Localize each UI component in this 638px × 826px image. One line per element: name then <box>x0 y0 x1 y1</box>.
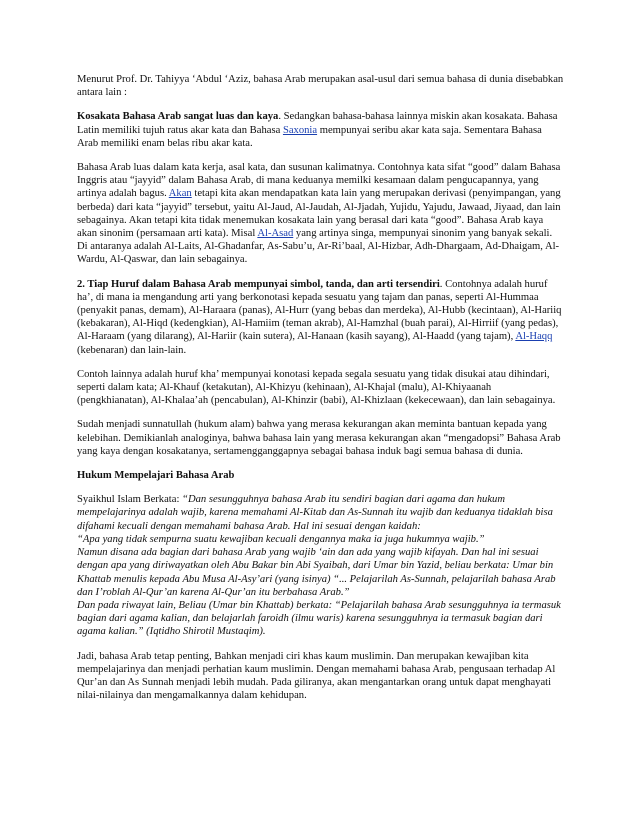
akan-link[interactable]: Akan <box>168 188 192 200</box>
sunnatullah-paragraph: Sudah menjadi sunnatullah (hukum alam) bahwa yang merasa kekurangan akan meminta bantuan kepada yang kelebihan. Demikianlah analoginya, bahwa bahasa lain yang merasa kekurangan akan “mengadopsi” Bahasa Arab yang kaya dengan kosakatanya, sertamengganggapnya sebagai bahasa induk bagi semua bahasa di dunia. <box>77 419 561 457</box>
al-asad-link[interactable]: Al-Asad <box>257 228 294 240</box>
point-1-text-a: . Sedangkan bahasa-bahasa lainnya miskin akan kosakata. Bahasa Latin memiliki tujuh ratus akar kata dan Bahasa <box>77 111 558 136</box>
quote-intro: Syaikhul Islam Berkata: <box>77 494 183 506</box>
section-heading: Hukum Mempelajari Bahasa Arab <box>77 470 235 482</box>
point-2-text-a: . Contohnya adalah huruf ha’, di mana ia mengandung arti yang berkonotasi kepada sesuatu yang tajam dan panas, seperti Al-Hummaa (penyakit panas, demam), Al-Haraara (panas), Al-Hurr (yang bebas dan merdeka), Al-Hubb (kecintaan), Al-Hariiq (kebakaran), Al-Hiqd (kedengkian), Al-Hamiim (teman akrab), Al-Hamzhal (buah parai), Al-Hirriif (yang pedas), Al-Haraam (yang dilarang), Al-Hariir (kain sutera), Al-Hanaan (kasih sayang), Al-Haadd (yang tajam), <box>77 278 562 343</box>
conclusion-paragraph: Jadi, bahasa Arab tetap penting, Bahkan menjadi ciri khas kaum muslimin. Dan merupakan kewajiban kita mempelajarinya dan menjadi perhatian kaum muslimin. Dengan memahami bahasa Arab, pengusaan terhadap Al Qur’an dan As Sunnah menjadi lebih mudah. Pada giliranya, akan mengantarkan orang untuk dapat menghayati nilai-nilainya dan mengamalkannya dalam kehidupan. <box>77 650 556 702</box>
point-1-paragraph <box>77 110 565 150</box>
vocabulary-text-a: Bahasa Arab luas dalam kata kerja, asal kata, dan susunan kalimatnya. Contohnya kata sifat “good” dalam Bahasa Inggris atau “jayyid” dalam Bahasa Arab, di mana keduanya memilki kesamaan dalam pengucapannya, yang artinya adalah bagus. <box>77 162 561 200</box>
point-1-text-b: mempunyai seribu akar kata saja. Sementara Bahasa Arab memiliki enam belas ribu akar kata. <box>77 124 542 149</box>
vocabulary-text-c: yang artinya singa, mempunyai sinonim yang banyak sekali. Di antaranya adalah Al-Laits, Al-Ghadanfar, As-Sabu’u, Ar-Ri’baal, Al-Hizbar, Adh-Dhargaam, Ad-Dhaigam, Al-Wardu, Al-Qaswar, dan lain sebagainya. <box>77 228 560 266</box>
vocabulary-paragraph <box>77 161 565 267</box>
quote-paragraph <box>77 493 565 638</box>
vocabulary-text-b: tetapi kita akan mendapatkan kata lain yang merupakan derivasi (penyimpangan, yang berbeda) dari kata “jayyid” tersebut, yaitu Al-Jaud, Al-Jaudah, Al-Jjadah, Yujidu, Yajudu, Jawaad, Jiyaad, dan lain sebagainya. Akan tetapi kita tidak menemukan kosakata lain yang berasal dari kata “good”. Bahasa Arab kaya akan sinonim (persamaan arti kata). Misal <box>77 188 561 240</box>
quote-text-1: “Dan sesungguhnya bahasa Arab itu sendiri bagian dari agama dan hukum mempelajarinya adalah wajib, karena memahami Al-Kitab dan As-Sunnah itu wajib dan keduanya tidaklah bisa difahami kecuali dengan memahami bahasa Arab. Hal ini sesuai dengan kaidah: <box>77 494 553 532</box>
point-2-paragraph <box>77 278 565 357</box>
quote-text-2: “Apa yang tidak sempurna suatu kewajiban kecuali dengannya maka ia juga hukumnya wajib.” <box>77 533 485 545</box>
point-1-heading: Kosakata Bahasa Arab sangat luas dan kaya <box>77 111 279 123</box>
al-haqq-link[interactable]: Al-Haqq <box>515 331 553 343</box>
quote-text-3: Namun disana ada bagian dari bahasa Arab yang wajib ‘ain dan ada yang wajib kifayah. Dan hal ini sesuai dengan apa yang diriwayatkan oleh Abu Bakar bin Abi Syaibah, dari Umar bin Yazid, beliau berkata: Umar bin Khattab menulis kepada Abu Musa Al-Asy’ari (yang isinya) “... Pelajarilah As-Sunnah, pelajarilah bahasa Arab dan I’roblah Al-Qur’an karena Al-Qur’an itu berbahasa Arab.” <box>77 547 556 598</box>
intro-paragraph: Menurut Prof. Dr. Tahiyya ‘Abdul ‘Aziz, bahasa Arab merupakan asal-usul dari semua bahasa di dunia disebabkan antara lain : <box>77 74 564 99</box>
saxonia-link[interactable]: Saxonia <box>282 124 318 136</box>
kha-example-paragraph: Contoh lainnya adalah huruf kha’ mempunyai konotasi kepada segala sesuatu yang tidak disukai atau dihindari, seperti dalam kata; Al-Khauf (ketakutan), Al-Khizyu (kehinaan), Al-Khajal (malu), Al-Khiyaanah (pengkhianatan), Al-Khalaa’ah (pencabulan), Al-Khinzir (babi), Al-Khizlaan (kekecewaan), dan lain sebagainya. <box>77 368 556 407</box>
document-page <box>77 73 565 713</box>
point-2-heading: 2. Tiap Huruf dalam Bahasa Arab mempunyai simbol, tanda, dan arti tersendiri <box>77 278 440 290</box>
point-2-text-b: (kebenaran) dan lain-lain. <box>77 344 187 356</box>
quote-text-4: Dan pada riwayat lain, Beliau (Umar bin Khattab) berkata: “Pelajarilah bahasa Arab sesungguhnya ia termasuk bagian dari agama kalian, dan belajarlah faroidh (ilmu waris) karena sesungguhnya ia termasuk bagian dari agama kalian.” (Iqtidho Shirotil Mustaqim). <box>77 599 561 638</box>
